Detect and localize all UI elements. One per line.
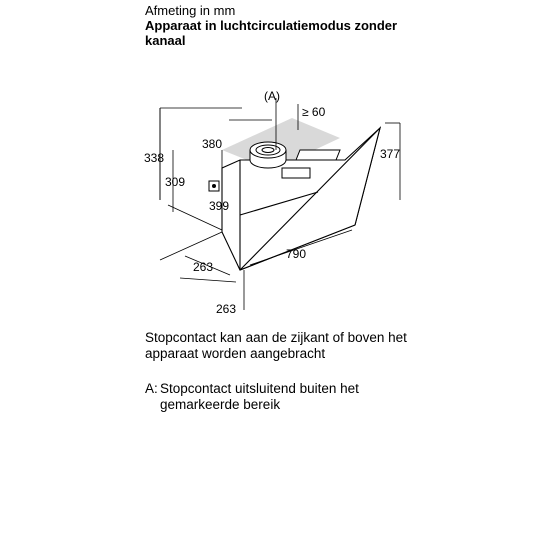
- socket-note-line-1: Stopcontact kan aan de zijkant of boven het: [145, 330, 407, 345]
- a-note-line-2: gemarkeerde bereik: [160, 397, 281, 412]
- fan-outlet: [250, 142, 286, 168]
- title-line-2: kanaal: [145, 33, 186, 48]
- dim-263-bottom: 263: [216, 302, 237, 316]
- a-note: [145, 381, 359, 413]
- dim-380: 380: [202, 137, 223, 151]
- dim-377: 377: [380, 147, 401, 161]
- mounting-bracket: [296, 150, 340, 160]
- socket-note-line-2: apparaat worden aangebracht: [145, 346, 326, 361]
- title-line-1: Apparaat in luchtcirculatiemodus zonder: [145, 18, 398, 33]
- dim-338: 338: [144, 151, 165, 165]
- label-area-a: (A): [264, 89, 280, 103]
- dim-309: 309: [165, 175, 186, 189]
- unit-caption: Afmeting in mm: [145, 3, 236, 18]
- dim-263-side: 263: [193, 260, 214, 274]
- filter-block: [282, 168, 310, 178]
- socket-note: [145, 330, 407, 362]
- label-clearance: ≥ 60: [302, 105, 326, 119]
- a-note-prefix: A:: [145, 381, 158, 396]
- dim-399: 399: [209, 199, 230, 213]
- a-note-line-1: Stopcontact uitsluitend buiten het: [160, 381, 359, 396]
- dim-790: 790: [286, 247, 307, 261]
